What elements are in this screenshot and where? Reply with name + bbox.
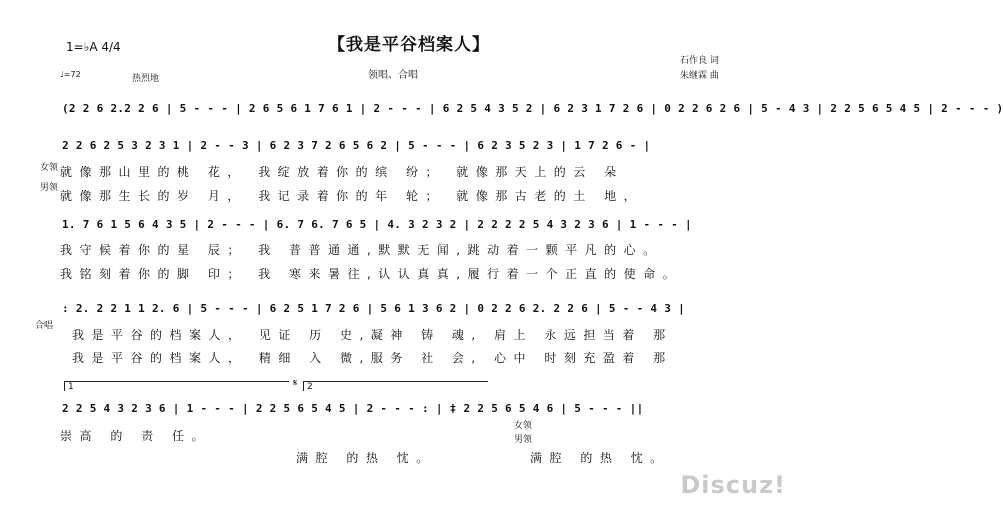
role-female-lead-2: 女领 bbox=[514, 421, 533, 431]
composer-credit: 朱继霖 曲 bbox=[680, 71, 719, 81]
volta-second-label: 2 bbox=[307, 382, 313, 392]
site-watermark: Discuz! bbox=[680, 471, 786, 499]
segno-mark: 𝄋 bbox=[293, 378, 298, 389]
score-row-intro: (2 2 6 2.2 2 6 | 5 - - - | 2 6 5 6 1 7 6 1 | 2 - - - | 6 2 5 4 3 5 2 | 6 2 3 1 7 2 6 | 0 2 2 6 2 6 | 5 - 4 3 | 2 2 5 6 5 4 5 | 2 - - - ) bbox=[62, 102, 1003, 115]
score-row-4: 2 2 5 4 3 2 3 6 | 1 - - - | 2 2 5 6 5 4 5 | 2 - - - : | ‡ 2 2 5 6 5 4 6 | 5 - - - || bbox=[62, 402, 644, 415]
lyric-line-8b: 满腔 的热 忱。 bbox=[530, 451, 670, 465]
mood-marking: 热烈地 bbox=[132, 74, 160, 84]
lyric-line-3: 我守候着你的星 辰； 我 普普通通,默默无闻,跳动着一颗平凡的心。 bbox=[60, 243, 663, 257]
score-row-3: : 2. 2 2 1 1 2. 6 | 5 - - - | 6 2 5 1 7 2 6 | 5 6 1 3 6 2 | 0 2 2 6 2. 2 2 6 | 5 - - 4 3 | bbox=[62, 302, 686, 315]
lyric-line-7: 崇高 的 责 任。 bbox=[60, 429, 211, 443]
volta-first-label: 1 bbox=[68, 382, 74, 392]
lyric-line-1: 就像那山里的桃 花， 我绽放着你的缤 纷； 就像那天上的云 朵 bbox=[60, 165, 624, 179]
role-male-lead: 男领 bbox=[40, 183, 59, 193]
role-chorus: 合唱 bbox=[35, 321, 54, 331]
key-signature: 1=♭A 4/4 bbox=[66, 40, 121, 54]
score-row-1: 2 2 6 2 5 3 2 3 1 | 2 - - 3 | 6 2 3 7 2 6 5 6 2 | 5 - - - | 6 2 3 5 2 3 | 1 7 2 6 - | bbox=[62, 139, 651, 152]
performance-style: 领唱、合唱 bbox=[368, 70, 418, 81]
lyric-line-6: 我是平谷的档案人， 精细 入 微,服务 社 会, 心中 时刻充盈着 那 bbox=[72, 351, 673, 365]
role-male-lead-2: 男领 bbox=[514, 435, 533, 445]
lyric-line-4: 我铭刻着你的脚 印； 我 寒来暑往,认认真真,履行着一个正直的使命。 bbox=[60, 267, 683, 281]
lyric-line-8a: 满腔 的热 忱。 bbox=[296, 451, 436, 465]
lyric-line-2: 就像那生长的岁 月， 我记录着你的年 轮； 就像那古老的土 地， bbox=[60, 189, 644, 203]
role-female-lead: 女领 bbox=[40, 163, 59, 173]
tempo-marking: ♩=72 bbox=[60, 70, 81, 79]
lyric-line-5: 我是平谷的档案人， 见证 历 史,凝神 铸 魂, 肩上 永远担当着 那 bbox=[72, 328, 673, 342]
lyricist-credit: 石作良 词 bbox=[680, 56, 719, 66]
score-row-2: 1. 7 6 1 5 6 4 3 5 | 2 - - - | 6. 7 6. 7 6 5 | 4. 3 2 3 2 | 2 2 2 2 5 4 3 2 3 6 | 1 - - - | bbox=[62, 218, 692, 231]
song-title: 【我是平谷档案人】 bbox=[328, 35, 490, 55]
